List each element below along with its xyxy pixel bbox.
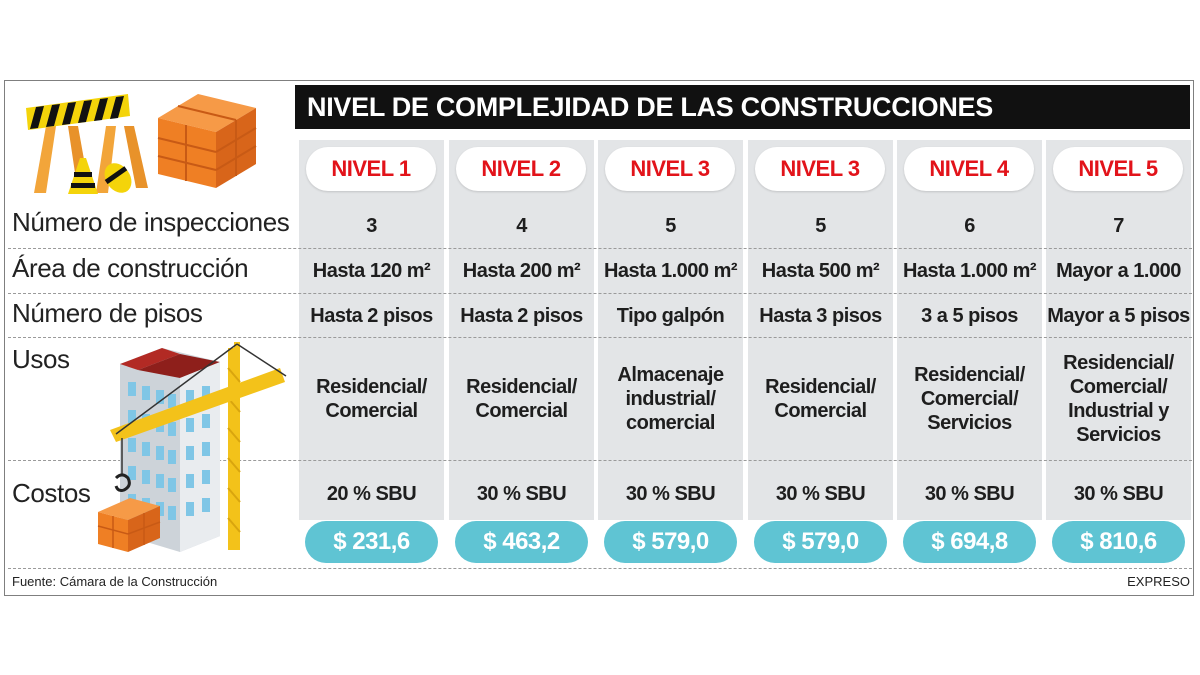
level-pill: NIVEL 3 bbox=[605, 147, 735, 191]
cell-pisos: Mayor a 5 pisos bbox=[1047, 304, 1190, 327]
price-pill: $ 694,8 bbox=[903, 521, 1036, 563]
cell-area: Hasta 500 m² bbox=[761, 260, 880, 282]
level-pill: NIVEL 2 bbox=[456, 147, 586, 191]
cell-costos: 30 % SBU bbox=[1073, 483, 1164, 505]
cell-inspecciones: 7 bbox=[1113, 215, 1124, 237]
cell-inspecciones: 6 bbox=[964, 215, 975, 237]
cell-area: Hasta 1.000 m² bbox=[902, 260, 1037, 282]
barrier-icon bbox=[18, 88, 288, 200]
cell-usos: Residencial/ Comercial bbox=[765, 376, 876, 422]
row-divider bbox=[8, 568, 1192, 569]
cell-inspecciones: 5 bbox=[815, 215, 826, 237]
row-label-inspecciones: Número de inspecciones bbox=[12, 207, 290, 237]
cell-inspecciones: 4 bbox=[516, 215, 527, 237]
cell-usos: Residencial/ Comercial/ Servicios bbox=[914, 364, 1025, 434]
cell-usos: Almacenaje industrial/ comercial bbox=[617, 364, 724, 434]
row-label-usos: Usos bbox=[12, 344, 70, 374]
level-pill: NIVEL 3 bbox=[755, 147, 885, 191]
cell-inspecciones: 3 bbox=[366, 215, 377, 237]
cell-area: Hasta 200 m² bbox=[462, 260, 581, 282]
row-divider bbox=[8, 248, 1192, 249]
cell-pisos: Tipo galpón bbox=[616, 304, 725, 327]
price-pill: $ 463,2 bbox=[455, 521, 588, 563]
building-icon bbox=[90, 338, 295, 558]
cell-costos: 30 % SBU bbox=[625, 483, 716, 505]
cell-area: Hasta 120 m² bbox=[312, 260, 431, 282]
row-label-pisos: Número de pisos bbox=[12, 298, 203, 328]
cell-costos: 30 % SBU bbox=[924, 483, 1015, 505]
source-note: Fuente: Cámara de la Construcción bbox=[12, 574, 218, 589]
cell-costos: 20 % SBU bbox=[326, 483, 417, 505]
level-pill: NIVEL 4 bbox=[904, 147, 1034, 191]
price-pill: $ 810,6 bbox=[1052, 521, 1185, 563]
cell-pisos: Hasta 2 pisos bbox=[460, 304, 583, 327]
cell-pisos: 3 a 5 pisos bbox=[921, 304, 1018, 327]
price-pill: $ 231,6 bbox=[305, 521, 438, 563]
cell-area: Mayor a 1.000 bbox=[1056, 260, 1181, 282]
level-pill: NIVEL 5 bbox=[1053, 147, 1183, 191]
row-divider bbox=[8, 293, 1192, 294]
page-title: NIVEL DE COMPLEJIDAD DE LAS CONSTRUCCIONES bbox=[295, 85, 1190, 129]
cell-costos: 30 % SBU bbox=[775, 483, 866, 505]
cell-usos: Residencial/ Comercial bbox=[316, 376, 427, 422]
cell-pisos: Hasta 3 pisos bbox=[759, 304, 882, 327]
price-pill: $ 579,0 bbox=[754, 521, 887, 563]
level-pill: NIVEL 1 bbox=[306, 147, 436, 191]
cell-inspecciones: 5 bbox=[665, 215, 676, 237]
cell-pisos: Hasta 2 pisos bbox=[310, 304, 433, 327]
price-pill: $ 579,0 bbox=[604, 521, 737, 563]
row-label-area: Área de construcción bbox=[12, 253, 249, 283]
cell-area: Hasta 1.000 m² bbox=[603, 260, 738, 282]
cell-usos: Residencial/ Comercial bbox=[466, 376, 577, 422]
row-label-costos: Costos bbox=[12, 478, 91, 508]
cell-costos: 30 % SBU bbox=[476, 483, 567, 505]
cell-usos: Residencial/ Comercial/ Industrial y Servicios bbox=[1063, 352, 1174, 446]
bricks-icon bbox=[158, 94, 256, 188]
brand-label: EXPRESO bbox=[1127, 574, 1190, 589]
